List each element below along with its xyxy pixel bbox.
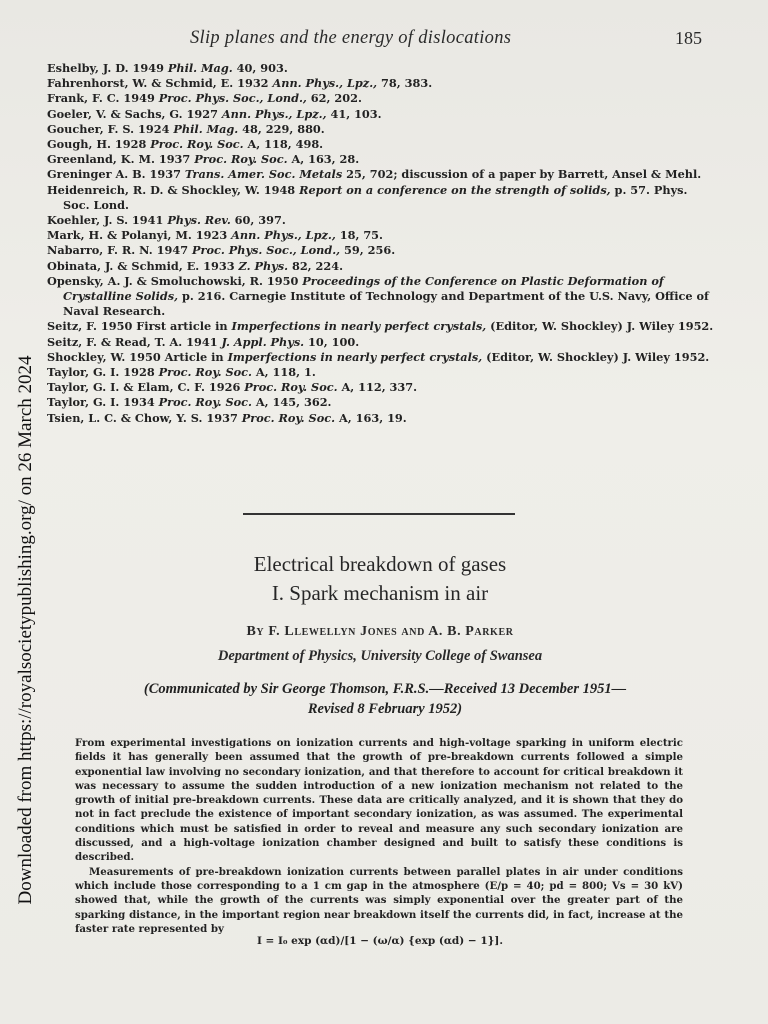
reference-entry [47,213,717,228]
reference-details: A, 163, 19. [335,410,407,425]
reference-details: 40, 903. [232,61,288,75]
reference-details: p. 57. Phys. Soc. Lond. [63,182,688,212]
download-stamp: Downloaded from https://royalsocietypublishing.org/ on 26 March 2024 [15,355,36,905]
reference-journal: Proc. Roy. Soc. [158,365,252,380]
reference-entry [47,122,717,137]
reference-entry [47,167,717,182]
reference-details: A, 118, 1. [251,365,316,380]
reference-authors: Taylor, G. I. & Elam, C. F. 1926 [47,380,245,395]
reference-entry [47,350,717,365]
reference-entry [47,274,717,320]
reference-authors: Frank, F. C. 1949 [47,91,159,106]
reference-journal: Proc. Roy. Soc. [150,137,244,152]
reference-entry [47,228,717,243]
section-divider [243,513,515,515]
reference-details: 82, 224. [288,258,344,273]
reference-entry [47,91,717,106]
abstract-paragraph-1: From experimental investigations on ionization currents and high-voltage sparking in uniform electric fields it has generally been assumed that the growth of pre-breakdown currents followed a simple exponential law involving no secondary ionization, and that therefore to account for critical breakdown it was necessary to assume the sudden introduction of a new ionization mechanism not related to the growth of initial pre-breakdown currents. These data are critically analyzed, and it is shown that they do not in fact preclude the existence of important secondary ionization, as was assumed. The experimental conditions which must be satisfied in order to reveal and measure any such secondary ionization are discussed, and a high-voltage ionization chamber designed and built to satisfy these conditions is described. [75,737,683,864]
reference-journal: Report on a conference on the strength of solids, [299,182,611,197]
reference-details: A, 163, 28. [287,152,360,167]
reference-list [47,61,717,426]
article-subtitle: I. Spark mechanism in air [271,581,489,605]
reference-journal: Phil. Mag. [173,121,239,136]
reference-authors: Gough, H. 1928 [47,137,151,152]
reference-entry [47,61,717,76]
reference-journal: J. Appl. Phys. [221,334,305,349]
article-authors: By F. Llewellyn Jones and A. B. Parker [246,624,514,639]
reference-entry [47,411,717,426]
reference-entry [47,335,717,350]
reference-journal: Z. Phys. [238,258,289,273]
communicated-line-2: Revised 8 February 1952) [307,701,463,717]
reference-entry [47,152,717,167]
reference-authors: Eshelby, J. D. 1949 [47,61,168,75]
reference-authors: Tsien, L. C. & Chow, Y. S. 1937 [47,410,242,425]
reference-entry [47,395,717,410]
reference-authors: Fahrenhorst, W. & Schmid, E. 1932 [47,76,273,91]
reference-entry [47,76,717,91]
reference-authors: Heidenreich, R. D. & Shockley, W. 1948 [47,182,300,197]
reference-journal: Phys. Rev. [167,213,231,228]
reference-authors: Greninger A. B. 1937 [47,167,185,182]
reference-entry [47,380,717,395]
running-title: Slip planes and the energy of dislocations [190,28,512,48]
reference-journal: Proc. Roy. Soc. [194,152,288,167]
reference-details: p. 216. Carnegie Institute of Technology and Department of the U.S. Navy, Office of Naval Research. [63,289,709,319]
reference-authors: Shockley, W. 1950 Article in [47,349,228,364]
reference-details: 41, 103. [326,106,382,121]
reference-details: 48, 229, 880. [238,121,325,136]
reference-details: 59, 256. [340,243,396,258]
reference-journal: Proc. Roy. Soc. [241,410,336,425]
reference-authors: Obinata, J. & Schmid, E. 1933 [47,258,239,273]
reference-journal: Ann. Phys., Lpz., [221,106,327,121]
reference-journal: Ann. Phys., Lpz., [272,76,378,91]
reference-authors: Goucher, F. S. 1924 [47,121,174,136]
reference-details: 18, 75. [335,228,383,243]
reference-authors: Nabarro, F. R. N. 1947 [47,243,193,258]
reference-entry [47,107,717,122]
reference-authors: Seitz, F. 1950 First article in [47,319,232,334]
reference-journal: Proc. Phys. Soc., Lond., [192,243,341,258]
reference-authors: Goeler, V. & Sachs, G. 1927 [47,106,222,121]
breakdown-equation: I = I₀ exp (αd)/[1 − (ω/α) {exp (αd) − 1}]. [256,935,504,947]
reference-journal: Ann. Phys., Lpz., [231,228,336,243]
communicated-line-1: (Communicated by Sir George Thomson, F.R.S.—Received 13 December 1951— [143,681,627,697]
reference-authors: Mark, H. & Polanyi, M. 1923 [47,228,232,243]
reference-details: 10, 100. [304,334,360,349]
reference-details: A, 112, 337. [337,380,418,395]
reference-details: A, 118, 498. [243,137,324,152]
author-affiliation: Department of Physics, University College of Swansea [217,648,543,664]
abstract [75,736,683,936]
reference-entry [47,259,717,274]
reference-details: 62, 202. [306,91,362,106]
reference-journal: Proceedings of the Conference on Plastic Deformation of Crystalline Solids, [63,273,664,304]
reference-authors: Koehler, J. S. 1941 [47,213,168,228]
reference-details: (Editor, W. Shockley) J. Wiley 1952. [486,319,714,334]
reference-journal: Imperfections in nearly perfect crystals, [231,319,487,334]
reference-entry [47,137,717,152]
reference-entry [47,183,717,213]
reference-details: 60, 397. [230,213,286,228]
reference-authors: Seitz, F. & Read, T. A. 1941 [47,334,222,349]
reference-details: 25, 702; discussion of a paper by Barrett, Ansel & Mehl. [342,167,702,182]
running-head [190,28,710,52]
reference-authors: Greenland, K. M. 1937 [47,152,195,167]
reference-journal: Proc. Roy. Soc. [244,380,338,395]
reference-details: (Editor, W. Shockley) J. Wiley 1952. [482,349,710,364]
reference-journal: Imperfections in nearly perfect crystals, [227,349,483,364]
reference-details: 78, 383. [377,76,433,91]
reference-authors: Opensky, A. J. & Smoluchowski, R. 1950 [47,273,303,288]
reference-authors: Taylor, G. I. 1934 [47,395,159,410]
reference-entry [47,243,717,258]
page-number: 185 [675,28,702,48]
reference-journal: Proc. Phys. Soc., Lond., [158,91,307,106]
reference-journal: Proc. Roy. Soc. [158,395,252,410]
article-title: Electrical breakdown of gases [253,552,507,576]
reference-entry [47,365,717,380]
reference-journal: Trans. Amer. Soc. Metals [184,167,343,182]
reference-journal: Phil. Mag. [167,61,233,75]
reference-entry [47,319,717,334]
abstract-paragraph-2: Measurements of pre-breakdown ionization currents between parallel plates in air under conditions which include those corresponding to a 1 cm gap in the atmosphere (E/p = 40; pd = 800; Vs = 30 kV) showed that, while the growth of the currents was simply exponential over the greater part of the sparking distance, in the important region near breakdown itself the currents did, in fact, increase at the faster rate represented by [75,865,683,935]
reference-authors: Taylor, G. I. 1928 [47,365,159,380]
reference-details: A, 145, 362. [251,395,332,410]
